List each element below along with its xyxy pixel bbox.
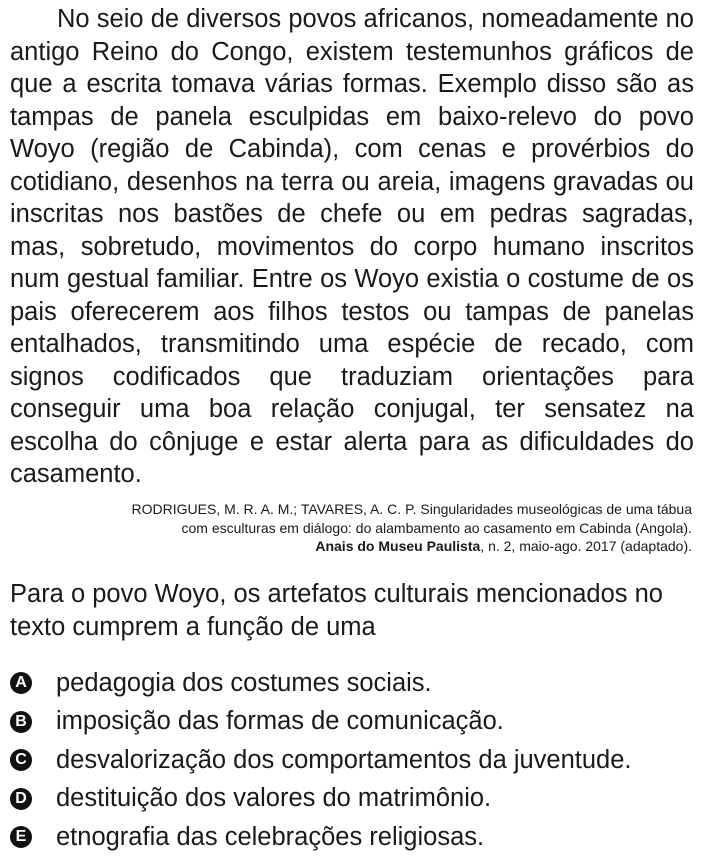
citation-line-1: RODRIGUES, M. R. A. M.; TAVARES, A. C. P. Singularidades museológicas de uma tábua — [131, 501, 692, 517]
option-c[interactable] — [10, 741, 632, 780]
option-d-letter-badge: D — [10, 788, 32, 810]
option-c-letter-badge: C — [10, 749, 32, 771]
citation-details: , n. 2, maio-ago. 2017 (adaptado). — [480, 538, 692, 554]
question-stem: Para o povo Woyo, os artefatos culturais mencionados no texto cumprem a função de uma — [10, 580, 663, 641]
option-d-text: destituição dos valores do matrimônio. — [56, 784, 492, 813]
option-b[interactable] — [10, 703, 632, 742]
source-citation — [2, 500, 692, 556]
citation-line-2: com esculturas em diálogo: do alambamento ao casamento em Cabinda (Angola). — [181, 519, 692, 536]
option-a-text: pedagogia dos costumes sociais. — [56, 668, 432, 697]
citation-journal: Anais do Museu Paulista — [315, 538, 481, 554]
option-b-text: imposição das formas de comunicação. — [56, 707, 504, 736]
option-b-letter-badge: B — [10, 711, 32, 733]
answer-options — [10, 664, 632, 857]
option-c-text: desvalorização dos comportamentos da juventude. — [56, 745, 632, 774]
option-e[interactable] — [10, 818, 632, 857]
option-a[interactable] — [10, 664, 632, 703]
option-a-letter-badge: A — [10, 672, 32, 694]
option-e-letter-badge: E — [10, 826, 32, 848]
option-d[interactable] — [10, 780, 632, 819]
option-e-text: etnografia das celebrações religiosas. — [56, 822, 485, 851]
passage-text: No seio de diversos povos africanos, nomeadamente no antigo Reino do Congo, existem testemunhos gráficos de que a escrita tomava várias formas. Exemplo disso são as tampas de panela esculpidas em baixo-relevo do povo Woyo (região de Cabinda), com cenas e provérbios do cotidiano, desenhos na terra ou areia, imagens gravadas ou inscritas nos bastões de chefe ou em pedras sagradas, mas, sobretudo, movimentos do corpo humano inscritos num gestual familiar. Entre os Woyo existia o costume de os pais oferecerem aos filhos testos ou tampas de panelas entalhados, transmitindo uma espécie de recado, com signos codificados que traduziam orientações para conseguir uma boa relação conjugal, ter sensatez na escolha do cônjuge e estar alerta para as dificuldades do casamento. — [10, 5, 694, 488]
